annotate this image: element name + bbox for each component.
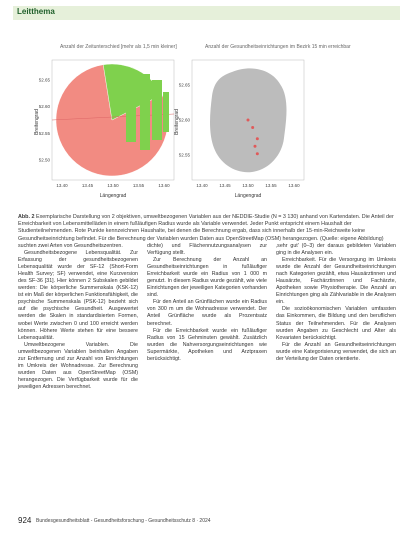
- chart-1-stripe: [152, 80, 162, 140]
- chart-2-point: [254, 145, 257, 148]
- chart-1-stripe: [126, 82, 136, 142]
- chart-2-x-tick: 13.45: [219, 183, 231, 188]
- chart-1: [32, 52, 182, 202]
- chart-2-x-tick: 13.50: [242, 183, 254, 188]
- text-column-1: [18, 243, 138, 391]
- chart-1-x-tick: 13.60: [158, 183, 170, 188]
- text-column-2: [147, 243, 267, 363]
- chart-2-title: Anzahl der Gesundheitseinrichtungen im Bezirk 15 min erreichbar: [205, 44, 351, 50]
- paragraph: dichte) und Flächennutzungsanalysen zur Verfügung stellt.: [147, 243, 267, 257]
- chart-2-point: [251, 126, 254, 129]
- chart-1-ylabel: Breitengrad: [34, 109, 40, 135]
- chart-2: [172, 52, 312, 202]
- caption-label: Abb. 2: [18, 214, 35, 220]
- chart-2-x-tick: 13.40: [196, 183, 208, 188]
- paragraph: Gesundheitsbezogene Lebensqualität. Zur Erfassung der gesundheitsbezogenen Lebensqualität wurde der SF-12 (Short-Form Health Survey; SF) verwendet, eine Kurzversion des SF-36 [31]. Hier können 2 Subskalen gebildet werden: Die körperliche Summenskala (KSK-12) ist ein Maß der körperlichen Funktionsfähigkeit, die psychische Summenskala (PSK-12) bezieht sich auf die psychische Gesundheit. Ausgewertet werden die Skalen in standardisierten Formen, wobei Werte zwischen 0 und 100 erreicht werden können. Höhere Werte stehen für eine bessere Lebensqualität.: [18, 250, 138, 341]
- chart-2-y-tick: 52.65: [178, 82, 190, 88]
- paragraph: Für den Anteil an Grünflächen wurde ein Radius von 300 m um die Wohnadresse verwendet. Der Anteil Grünfläche wurde als Prozentsatz berechnet.: [147, 299, 267, 327]
- chart-2-x-tick: 13.55: [265, 183, 277, 188]
- text-column-3: [276, 243, 396, 363]
- paragraph: Für die Anzahl an Gesundheitseinrichtungen wurde eine Kategorisierung verwendet, die sich an der Verteilung der Daten orientierte.: [276, 341, 396, 362]
- chart-2-ylabel: Breitengrad: [174, 109, 180, 135]
- paragraph: Für die Erreichbarkeit wurde ein fußläufiger Radius von 15 Gehminuten gewählt. Zusätzlich wurden die Nahversorgungseinrichtungen wie Supermärkte, Apotheken und Arztpraxen berücksichtigt.: [147, 327, 267, 362]
- chart-2-point: [247, 119, 250, 122]
- chart-1-x-tick: 13.45: [81, 183, 94, 188]
- chart-1-stripe: [140, 74, 150, 150]
- chart-2-x-tick: 13.60: [288, 183, 300, 188]
- chart-1-y-tick: 52.50: [38, 157, 50, 163]
- paragraph: Umweltbezogene Variablen. Die umweltbezogenen Variablen beinhalten Angaben zur Entfernung und zur Anzahl von Einrichtungen im Umkreis der Wohnadresse. Zur Berechnung wurden Daten aus OpenStreetMap (OSM) herangezogen. Die Verfügbarkeit wurde für die jeweiligen Adressen berechnet.: [18, 341, 138, 390]
- paragraph: ‚sehr gut' (0–3) der daraus gebildeten Variablen ging in die Analysen ein.: [276, 243, 396, 257]
- journal-title: Bundesgesundheitsblatt - Gesundheitsforschung - Gesundheitsschutz 8 · 2024: [36, 518, 211, 524]
- chart-1-title: Anzahl der Zeitunterschied [mehr als 1,5 min kleiner]: [60, 44, 177, 50]
- chart-1-stripe: [163, 92, 169, 132]
- paragraph: Die sozioökonomischen Variablen umfassten das Einkommen, die Bildung und den beruflichen Status der Teilnehmenden. Für die Analysen wurden Angaben zu Geschlecht und Alter als Kovariaten berücksichtigt.: [276, 306, 396, 341]
- chart-2-y-tick: 52.55: [178, 152, 190, 158]
- chart-1-x-tick: 13.50: [107, 183, 119, 188]
- chart-1-y-tick: 52.55: [38, 130, 50, 136]
- paragraph: Erreichbarkeit. Für die Versorgung im Umkreis wurde die Anzahl der Gesundheitseinrichtungen nach Kategorien gezählt, etwa Hausärztinnen und Hausärzte, Fachärztinnen und Fachärzte, Apotheken sowie Physiotherapie. Die Anzahl an Einrichtungen ging als Zählvariable in die Analysen ein.: [276, 257, 396, 306]
- paragraph: suchten zwei Arten von Gesundheitszentren.: [18, 243, 123, 249]
- figure-caption: [18, 214, 398, 243]
- chart-1-x-tick: 13.40: [56, 183, 68, 188]
- section-label: Leitthema: [17, 7, 55, 16]
- chart-2-y-tick: 52.60: [178, 117, 190, 123]
- chart-2-xlabel: Längengrad: [234, 193, 262, 199]
- chart-1-y-tick: 52.60: [38, 104, 50, 110]
- chart-1-xlabel: Längengrad: [99, 193, 127, 199]
- page-number: 924: [18, 516, 32, 525]
- chart-2-point: [256, 152, 259, 155]
- section-header-bar: [13, 6, 400, 20]
- chart-1-y-tick: 52.65: [38, 77, 50, 83]
- chart-2-point: [256, 137, 259, 140]
- chart-1-x-tick: 13.55: [132, 183, 145, 188]
- caption-text: Exemplarische Darstellung von 2 objektiven, umweltbezogenen Variablen aus der NEDDIE-Studie (N = 3 130) anhand von Kartendaten. Die Anteil der Erreichbarkeit von Lebensmittelläden in einem fußläufigen Radius wurde als Variable verwendet. Jeder Punkt entspricht einem Haushalt der Studienteilnehmenden. Rote Punkte kennzeichnen Haushalte, bei denen die Berechnung ergab, dass sich innerhalb der 15-min-Reichweite keine Gesundheitseinrichtung befindet. Für die Berechnung der Variablen wurden Daten aus OpenStreetMap (OSM) herangezogen. (Quelle: eigene Abbildung): [18, 214, 394, 242]
- paragraph: Zur Berechnung der Anzahl an Gesundheitseinrichtungen in fußläufiger Erreichbarkeit wurde ein Radius von 1 000 m genutzt. In diesem Radius wurde gezählt, wie viele Einrichtungen der jeweiligen Kategorien vorhanden sind.: [147, 257, 267, 299]
